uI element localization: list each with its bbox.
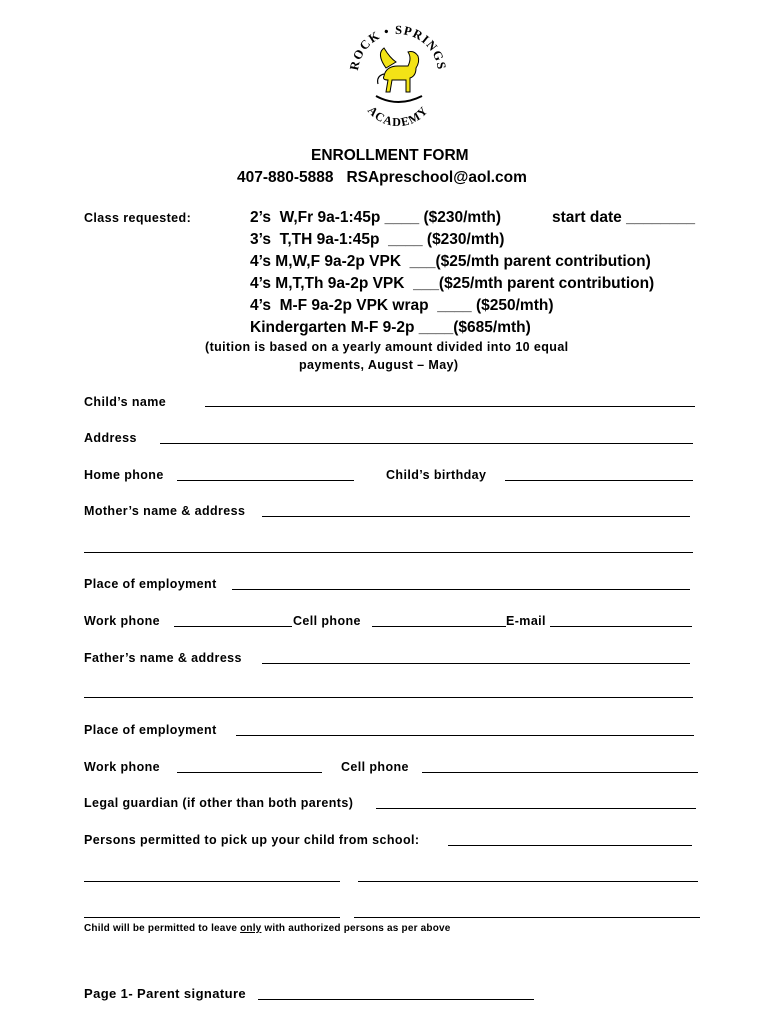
form-title: ENROLLMENT FORM	[311, 147, 469, 164]
home-phone-field[interactable]	[177, 480, 354, 481]
persons-permitted-label: Persons permitted to pick up your child from school:	[84, 833, 420, 847]
parent-signature-field[interactable]	[258, 999, 534, 1000]
fathers-name-label: Father’s name & address	[84, 651, 242, 665]
childs-name-field[interactable]	[205, 406, 695, 407]
tuition-note: (tuition is based on a yearly amount divided into 10 equal	[205, 340, 569, 354]
cell-phone-label: Cell phone	[293, 614, 361, 628]
class-option[interactable]: 4’s M,W,F 9a-2p VPK ___($25/mth parent contribution)	[250, 253, 651, 270]
logo-bottom-text: ACADEMY	[364, 103, 432, 126]
place-of-employment-field[interactable]	[236, 735, 694, 736]
class-option[interactable]: 2’s W,Fr 9a-1:45p ____ ($230/mth)	[250, 209, 501, 226]
fathers-name-field[interactable]	[262, 663, 690, 664]
email-label: E-mail	[506, 614, 546, 628]
work-phone-field[interactable]	[174, 626, 292, 627]
parent-signature-label: Page 1- Parent signature	[84, 986, 247, 1001]
authorized-person-field[interactable]	[358, 881, 698, 882]
childs-name-label: Child’s name	[84, 395, 167, 409]
mothers-address-field[interactable]	[84, 552, 693, 553]
fathers-address-field[interactable]	[84, 697, 693, 698]
class-option[interactable]: Kindergarten M-F 9-2p ____($685/mth)	[250, 319, 531, 336]
persons-permitted-field[interactable]	[448, 845, 692, 846]
authorized-person-field[interactable]	[84, 881, 340, 882]
childs-birthday-field[interactable]	[505, 480, 693, 481]
childs-birthday-label: Child’s birthday	[386, 468, 487, 482]
address-label: Address	[84, 431, 137, 445]
work-phone-label: Work phone	[84, 614, 160, 628]
work-phone-field[interactable]	[177, 772, 322, 773]
class-requested-label: Class requested:	[84, 211, 192, 225]
start-date-field[interactable]: start date ________	[552, 209, 696, 226]
work-phone-label: Work phone	[84, 760, 160, 774]
cell-phone-field[interactable]	[372, 626, 506, 627]
class-option[interactable]: 4’s M,T,Th 9a-2p VPK ___($25/mth parent contribution)	[250, 275, 655, 292]
address-field[interactable]	[160, 443, 693, 444]
place-of-employment-label: Place of employment	[84, 577, 217, 591]
cell-phone-field[interactable]	[422, 772, 698, 773]
pickup-note: Child will be permitted to leave only with authorized persons as per above	[84, 923, 451, 934]
logo-top-text: ROCK • SPRINGS	[347, 22, 449, 72]
mothers-name-field[interactable]	[262, 516, 690, 517]
home-phone-label: Home phone	[84, 468, 164, 482]
rocking-horse-icon	[376, 48, 422, 102]
email-field[interactable]	[550, 626, 692, 627]
school-logo	[346, 18, 450, 126]
class-option[interactable]: 4’s M-F 9a-2p VPK wrap ____ ($250/mth)	[250, 297, 554, 314]
mothers-name-label: Mother’s name & address	[84, 504, 246, 518]
cell-phone-label: Cell phone	[341, 760, 409, 774]
pickup-note-emphasis: only	[240, 923, 262, 934]
authorized-person-field[interactable]	[354, 917, 700, 918]
contact-line: 407-880-5888 RSApreschool@aol.com	[237, 169, 527, 186]
legal-guardian-field[interactable]	[376, 808, 696, 809]
class-option[interactable]: 3’s T,TH 9a-1:45p ____ ($230/mth)	[250, 231, 505, 248]
authorized-person-field[interactable]	[84, 917, 340, 918]
place-of-employment-field[interactable]	[232, 589, 690, 590]
legal-guardian-label: Legal guardian (if other than both parents)	[84, 796, 354, 810]
tuition-note: payments, August – May)	[299, 358, 459, 372]
place-of-employment-label: Place of employment	[84, 723, 217, 737]
